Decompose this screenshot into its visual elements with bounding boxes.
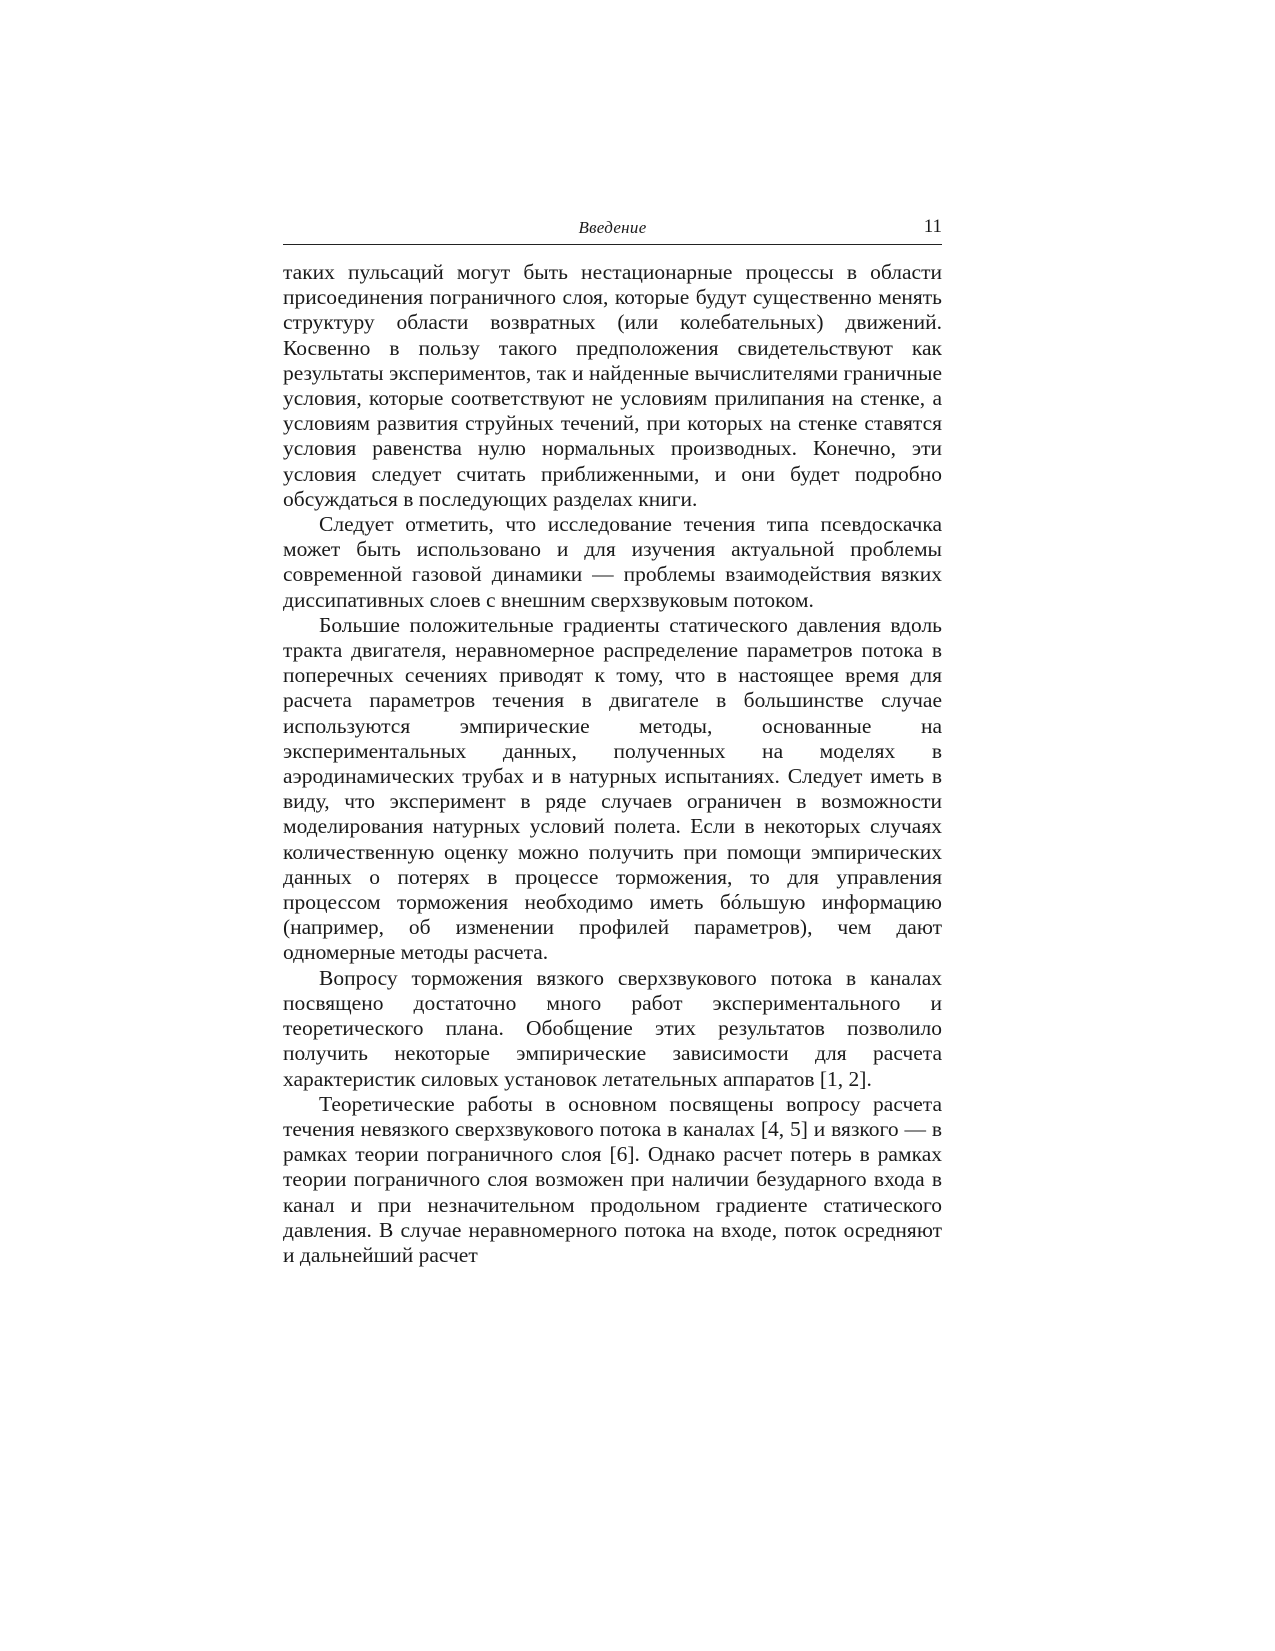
paragraph: Теоретические работы в основном посвящены вопросу расчета течения невязкого сверхзвукового потока в каналах [4, 5] и вязкого — в рамках теории пограничного слоя [6]. Однако расчет потерь в рамках теории пограничного слоя возможен при наличии безударного входа в канал и при незначительном продольном градиенте статического давления. В случае неравномерного потока на входе, поток осредняют и дальнейший расчет xyxy=(283,1091,942,1267)
paragraph: Большие положительные градиенты статического давления вдоль тракта двигателя, неравномерное распределение параметров потока в поперечных сечениях приводят к тому, что в настоящее время для расчета параметров течения в двигателе в большинстве случае используются эмпирические методы, основанные на экспериментальных данных, полученных на моделях в аэродинамических трубах и в натурных испытаниях. Следует иметь в виду, что эксперимент в ряде случаев ограничен в возможности моделирования натурных условий полета. Если в некоторых случаях количественную оценку можно получить при помощи эмпирических данных о потерях в процессе торможения, то для управления процессом торможения необходимо иметь бóльшую информацию (например, об изменении профилей параметров), чем дают одномерные методы расчета. xyxy=(283,612,942,965)
running-title: Введение xyxy=(578,218,647,237)
paragraph: Вопросу торможения вязкого сверхзвукового потока в каналах посвящено достаточно много работ экспериментального и теоретического плана. Обобщение этих результатов позволило получить некоторые эмпирические зависимости для расчета характеристик силовых установок летательных аппаратов [1, 2]. xyxy=(283,965,942,1091)
running-header xyxy=(283,214,942,245)
page-content xyxy=(283,214,942,1268)
paragraph: Следует отметить, что исследование течения типа псевдоскачка может быть использовано и для изучения актуальной проблемы современной газовой динамики — проблемы взаимодействия вязких диссипативных слоев с внешним сверхзвуковым потоком. xyxy=(283,512,942,612)
page-number: 11 xyxy=(923,216,942,237)
body-text xyxy=(283,260,942,1268)
paragraph-continuation: таких пульсаций могут быть нестационарные процессы в области присоединения пограничного слоя, которые будут существенно менять структуру области возвратных (или колебательных) движений. Косвенно в пользу такого предположения свидетельствуют как результаты экспериментов, так и найденные вычислителями граничные условия, которые соответствуют не условиям прилипания на стенке, а условиям развития струйных течений, при которых на стенке ставятся условия равенства нулю нормальных производных. Конечно, эти условия следует считать приближенными, и они будет подробно обсуждаться в последующих разделах книги. xyxy=(283,260,942,511)
